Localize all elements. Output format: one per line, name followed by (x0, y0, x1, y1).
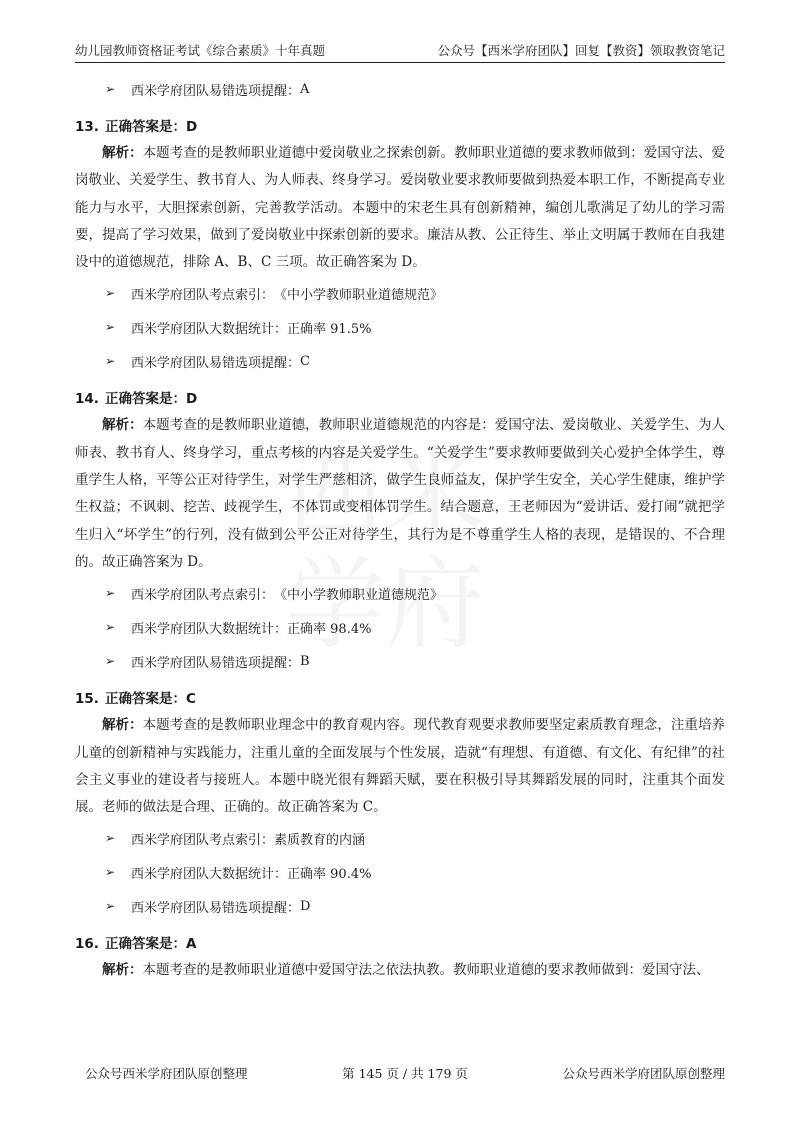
bullet-label: 西米学府团队考点索引： (131, 287, 275, 303)
answer-label: 正确答案是： (105, 936, 186, 953)
bullet-label: 西米学府团队考点索引： (131, 587, 275, 603)
question-block (75, 931, 725, 984)
bullet-label: 西米学府团队易错选项提醒： (131, 655, 301, 671)
analysis-lead: 解析： (102, 417, 143, 434)
bullet-value: D (300, 898, 311, 914)
answer-label: 正确答案是： (105, 119, 186, 135)
question-number: 14. (75, 391, 99, 408)
page-footer (85, 1064, 725, 1082)
bullet-value: A (300, 81, 310, 97)
question-block (75, 386, 725, 678)
arrow-bullet-icon: ➢ (105, 82, 116, 96)
answer-label: 正确答案是： (105, 391, 186, 408)
arrow-bullet-icon: ➢ (105, 620, 116, 635)
analysis-text: 本题考查的是教师职业道德，教师职业道德规范的内容是：爱国守法、爱岗敬业、关爱学生、为人师表、教书育人、终身学习，重点考核的内容是关爱学生。“关爱学生”要求教师要做到关心爱护全体学生，尊重学生人格，平等公正对待学生，对学生严慈相济，做学生良师益友，保护学生安全，关心学生健康，维护学生权益；不讽刺、挖苦、歧视学生，不体罚或变相体罚学生。结合题意，王老师因为“爱讲话、爱打闹”就把学生归入“坏学生”的行列，没有做到公平公正对待学生，其行为是不尊重学生人格的表现，是错误的、不合理的。故正确答案为 D。 (75, 417, 726, 570)
bullet-label: 西米学府团队大数据统计： (131, 866, 288, 882)
bullet-value: 正确率 90.4% (287, 866, 372, 882)
answer-heading (75, 686, 725, 712)
bullet-item (75, 889, 725, 923)
page-content (75, 72, 725, 985)
footer-left: 公众号西米学府团队原创整理 (85, 1066, 248, 1081)
answer-value: C (186, 691, 196, 708)
answer-value: D (186, 391, 198, 408)
bullet-value: 正确率 98.4% (287, 621, 372, 637)
bullet-item (75, 276, 725, 310)
bullet-value: 素质教育的内涵 (274, 832, 366, 848)
bullet-item (75, 576, 725, 610)
bullet-label: 西米学府团队大数据统计： (131, 621, 288, 637)
bullet-label: 西米学府团队大数据统计： (131, 321, 288, 337)
analysis-paragraph (75, 712, 725, 821)
arrow-bullet-icon: ➢ (105, 286, 116, 301)
arrow-bullet-icon: ➢ (105, 320, 116, 335)
question-number: 16. (75, 936, 99, 953)
bullet-value: 正确率 91.5% (287, 321, 372, 337)
analysis-text: 本题考查的是教师职业道德中爱岗敬业之探索创新。教师职业道德的要求教师做到：爱国守法、爱岗敬业、关爱学生、教书育人、为人师表、终身学习。爱岗敬业要求教师要做到热爱本职工作，不断提高专业能力与水平，大胆探索创新，完善教学活动。本题中的宋老生具有创新精神，编创儿歌满足了幼儿的学习需要，提高了学习效果，做到了爱岗敬业中探索创新的要求。廉洁从教、公正待生、举止文明属于教师在自我建设中的道德规范，排除 A、B、C 三项。故正确答案为 D。 (75, 145, 726, 271)
bullet-label: 西米学府团队易错选项提醒： (131, 355, 301, 371)
question-list (75, 114, 725, 985)
bullet-item (75, 644, 725, 678)
footer-right: 公众号西米学府团队原创整理 (562, 1066, 725, 1081)
arrow-bullet-icon: ➢ (105, 586, 116, 601)
page-header (75, 37, 725, 63)
answer-value: A (186, 936, 197, 953)
analysis-paragraph (75, 412, 725, 576)
arrow-bullet-icon: ➢ (105, 831, 116, 846)
analysis-text: 本题考查的是教师职业道德中爱国守法之依法执教。教师职业道德的要求教师做到：爱国守法、 (142, 962, 710, 979)
analysis-lead: 解析： (102, 145, 143, 161)
arrow-bullet-icon: ➢ (105, 899, 116, 914)
arrow-bullet-icon: ➢ (105, 354, 116, 369)
bullet-item (75, 855, 725, 889)
answer-label: 正确答案是： (105, 691, 186, 708)
bullet-item (75, 344, 725, 378)
answer-heading (75, 386, 725, 412)
question-number: 15. (75, 691, 99, 708)
answer-heading (75, 931, 725, 957)
bullet-item (75, 821, 725, 855)
bullet-item (75, 610, 725, 644)
analysis-paragraph (75, 140, 725, 276)
bullet-item (75, 310, 725, 344)
analysis-paragraph (75, 957, 725, 984)
arrow-bullet-icon: ➢ (105, 865, 116, 880)
bullet-value: C (300, 353, 310, 369)
bullet-label: 西米学府团队考点索引： (131, 832, 275, 848)
answer-value: D (186, 119, 198, 135)
bullet-label: 西米学府团队易错选项提醒： (131, 900, 301, 916)
analysis-lead: 解析： (102, 717, 143, 734)
bullet-item (75, 72, 725, 106)
bullet-label: 西米学府团队易错选项提醒： (131, 83, 301, 99)
analysis-lead: 解析： (102, 962, 143, 979)
page-number: 第 145 页 / 共 179 页 (342, 1066, 468, 1081)
question-number: 13. (75, 119, 99, 135)
header-left: 幼儿园教师资格证考试《综合素质》十年真题 (75, 43, 326, 58)
bullet-value: 《中小学教师职业道德规范》 (274, 587, 444, 603)
question-block (75, 686, 725, 923)
header-right: 公众号【西米学府团队】回复【教资】领取教资笔记 (437, 43, 725, 58)
answer-heading (75, 114, 725, 140)
question-block (75, 114, 725, 378)
analysis-text: 本题考查的是教师职业理念中的教育观内容。现代教育观要求教师要坚定素质教育理念，注重培养儿童的创新精神与实践能力，注重儿童的全面发展与个性发展，造就“有理想、有道德、有文化、有纪律”的社会主义事业的建设者与接班人。本题中晓光很有舞蹈天赋，要在积极引导其舞蹈发展的同时，注重其个面发展。老师的做法是合理、正确的。故正确答案为 C。 (75, 717, 726, 816)
bullet-value: 《中小学教师职业道德规范》 (274, 287, 444, 303)
arrow-bullet-icon: ➢ (105, 654, 116, 669)
bullet-value: B (300, 653, 310, 669)
